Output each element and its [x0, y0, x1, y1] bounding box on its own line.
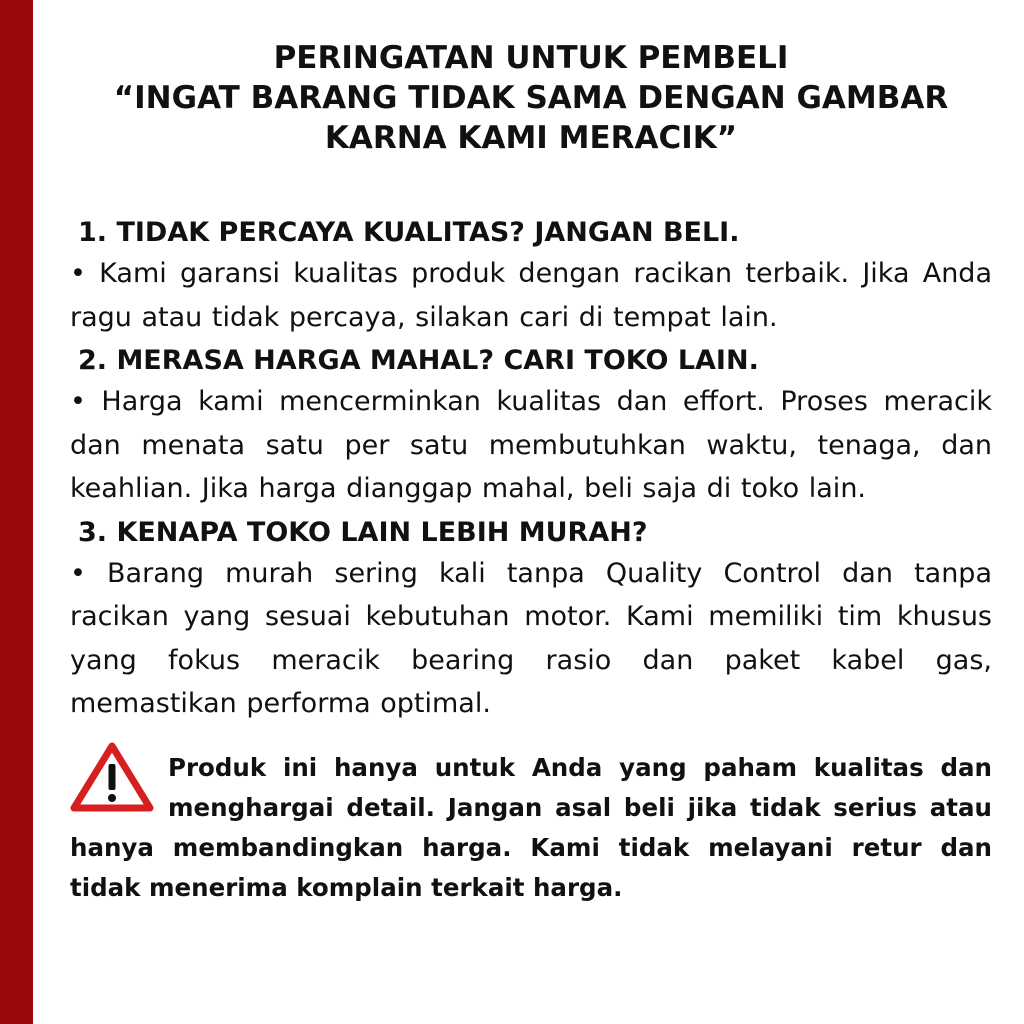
section-2-title: 2. MERASA HARGA MAHAL? CARI TOKO LAIN.: [78, 345, 759, 376]
section-2-body: • Harga kami mencerminkan kualitas dan effort. Proses meracik dan menata satu per satu membutuhkan waktu, tenaga, dan keahlian. Jika harga dianggap mahal, beli saja di toko lain.: [70, 386, 992, 504]
page-title: [70, 38, 992, 158]
title-line-1: PERINGATAN UNTUK PEMBELI: [273, 40, 789, 76]
rules-list: [70, 216, 992, 726]
warning-text: Produk ini hanya untuk Anda yang paham kualitas dan menghargai detail. Jangan asal beli jika tidak serius atau hanya membandingkan harga. Kami tidak melayani retur dan tidak menerima komplain terkait harga.: [70, 752, 992, 902]
side-accent-bar: [0, 0, 33, 1024]
title-line-3: KARNA KAMI MERACIK”: [324, 120, 738, 156]
section-1-title: 1. TIDAK PERCAYA KUALITAS? JANGAN BELI.: [78, 217, 740, 248]
notice-content: [70, 0, 992, 908]
warning-notice: [70, 748, 992, 908]
section-3-body: • Barang murah sering kali tanpa Quality Control dan tanpa racikan yang sesuai kebutuhan motor. Kami memiliki tim khusus yang fokus meracik bearing rasio dan paket kabel gas, memastikan performa optimal.: [70, 557, 992, 719]
section-3-title: 3. KENAPA TOKO LAIN LEBIH MURAH?: [78, 516, 648, 548]
warning-triangle-icon: [70, 742, 154, 812]
title-line-2: “INGAT BARANG TIDAK SAMA DENGAN GAMBAR: [113, 80, 949, 116]
section-1-body: • Kami garansi kualitas produk dengan racikan terbaik. Jika Anda ragu atau tidak percaya, silakan cari di tempat lain.: [70, 258, 992, 333]
